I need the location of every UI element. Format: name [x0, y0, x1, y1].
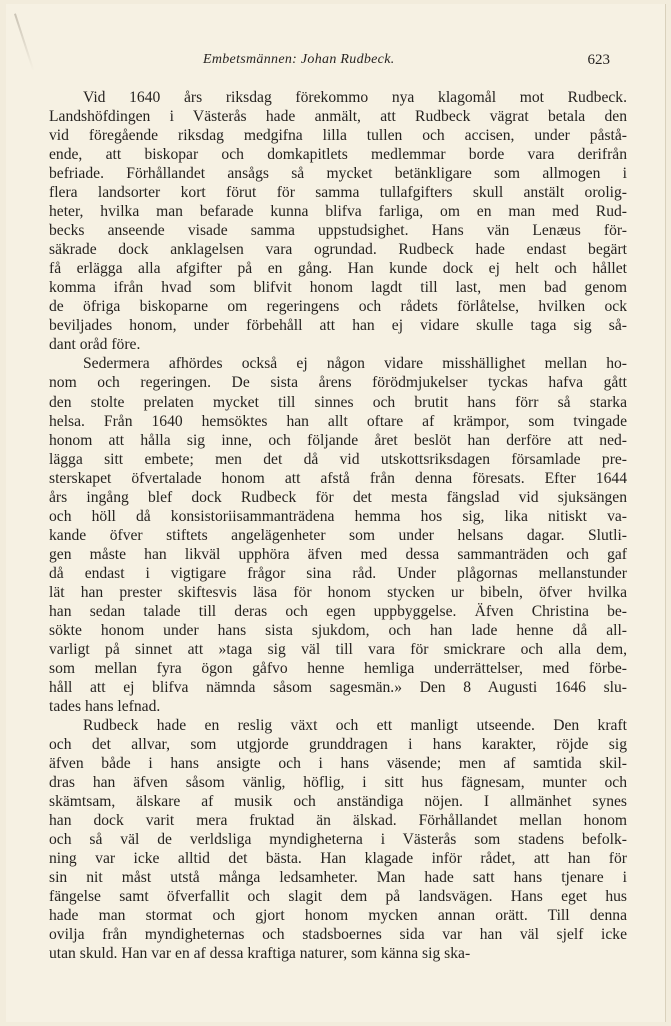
text-line: och höll då konsistoriisammanträdena hemma hos sig, lika nitiskt va-: [49, 507, 627, 525]
text-line: han dock varit mera fruktad än älskad. Förhållandet mellan honom: [49, 812, 627, 830]
text-line: sterskapet öfvertalade honom att afstå från denna föresats. Efter 1644: [49, 469, 627, 487]
text-line: ning var icke alltid det bästa. Han klagade inför rådet, att han för: [49, 850, 627, 868]
text-line: Sedermera afhördes också ej någon vidare misshällighet mellan ho-: [83, 355, 627, 373]
text-line: äfven både i hans ansigte och i hans väsende; men af samtida skil-: [49, 755, 627, 773]
text-line: flera landsorter kort förut för samma tullafgifters skull anstält orolig-: [49, 184, 627, 202]
text-line: som mellan fyra ögon gåfvo henne hemliga underrättelser, med förbe-: [49, 659, 627, 677]
text-line: och det allvar, som utgjorde grunddragen i hans karakter, röjde sig: [49, 736, 627, 754]
text-line: nom och regeringen. De sista årens förödmjukelser tyckas hafva gått: [49, 374, 627, 392]
text-line: hade man stormat och gjort honom mycken annan orätt. Till denna: [49, 907, 627, 925]
text-line: varligt på sinnet att »taga sig väl till vara för smickrare och alla dem,: [49, 640, 627, 658]
text-line: han sedan talade till deras och egen uppbyggelse. Äfven Christina be-: [49, 602, 627, 620]
book-page: [6, 4, 666, 1022]
text-line: honom att hålla sig inne, och följande året beslöt han derföre att ned-: [49, 431, 627, 449]
text-line: skämtsam, älskare af musik och anständiga nöjen. I allmänhet synes: [49, 793, 627, 811]
text-line: dant oråd före.: [49, 336, 141, 354]
text-line: fängelse samt öfverfallit och slagit dem på landsvägen. Hans eget hus: [49, 888, 627, 906]
text-line: vid föregående riksdag medgifna lilla tullen och accisen, under påstå-: [49, 127, 627, 145]
text-line: becks anseende visade samma uppstudsighet. Hans vän Lenæus för-: [49, 222, 627, 240]
text-line: gen måste han likväl upphöra äfven med dessa sammanträden och gaf: [49, 545, 627, 563]
running-head: [6, 52, 665, 76]
page-number: 623: [587, 52, 610, 68]
text-line: befriade. Förhållandet ansågs så mycket betänkligare som allmogen i: [49, 165, 627, 183]
text-line: beviljades honom, under förbehåll att han ej vidare skulle taga sig så-: [49, 317, 627, 335]
text-line: den stolte prelaten mycket till sinnes och brutit hans förr så starka: [49, 393, 627, 411]
paragraph: [49, 88, 627, 354]
text-line: kande öfver stiftets angelägenheter som under helsans dagar. Slutli-: [49, 526, 627, 544]
text-line: komma ifrån hvad som blifvit honom lagdt till last, men bad genom: [49, 279, 627, 297]
text-line: års ingång blef dock Rudbeck för det mesta fängslad vid sjuksängen: [49, 488, 627, 506]
running-title: Embetsmännen: Johan Rudbeck.: [203, 52, 395, 67]
text-line: då endast i vigtigare frågor sina råd. Under plågornas mellanstunder: [49, 564, 627, 582]
text-line: Vid 1640 års riksdag förekommo nya klagomål mot Rudbeck.: [83, 89, 627, 106]
text-line: och så väl de verldsliga myndigheterna i Västerås som stadens befolk-: [49, 831, 627, 849]
text-line: de öfriga biskoparne om regeringens och rådets förlåtelse, hvilken ock: [49, 298, 627, 316]
text-line: helsa. Från 1640 hemsöktes han allt oftare af krämpor, som tvingade: [49, 412, 627, 430]
text-line: utan skuld. Han var en af dessa kraftiga naturer, som känna sig ska-: [49, 945, 471, 963]
text-line: ovilja från myndigheternas och stadsboernes sida var han väl sjelf icke: [49, 926, 627, 944]
paragraph: [49, 716, 627, 963]
text-line: Landshöfdingen i Västerås hade anmält, att Rudbeck vägrat betala den: [49, 108, 627, 126]
text-line: tades hans lefnad.: [49, 698, 161, 715]
paragraph: [49, 354, 627, 716]
text-line: sin nit måst utstå många ledsamheter. Man hade satt hans tjenare i: [49, 869, 627, 887]
text-line: lägga sitt embete; men det då vid utskottsriksdagen församlade pre-: [49, 450, 627, 468]
text-line: heter, hvilka man befarade kunna blifva farliga, om en man med Rud-: [49, 203, 627, 221]
text-line: dras han äfven såsom vänlig, höflig, i sitt hus fägnesam, munter och: [49, 774, 627, 792]
text-line: sökte honom under hans sista sjukdom, och han lade henne då all-: [49, 621, 627, 639]
text-line: Rudbeck hade en reslig växt och ett manligt utseende. Den kraft: [83, 717, 627, 735]
body-text: [49, 88, 627, 963]
text-line: lät han prester skiftesvis läsa för honom stycken ur bibeln, öfver hvilka: [49, 583, 627, 601]
text-line: få erlägga alla afgifter på en gång. Han kunde dock ej helt och hållet: [49, 260, 627, 278]
text-line: håll att ej blifva nämnda såsom sagesmän.» Den 8 Augusti 1646 slu-: [49, 678, 627, 696]
text-line: säkrade dock anklagelsen vara ogrundad. Rudbeck hade endast begärt: [49, 241, 627, 259]
text-line: ende, att biskopar och domkapitlets medlemmar borde vara derifrån: [49, 146, 627, 164]
